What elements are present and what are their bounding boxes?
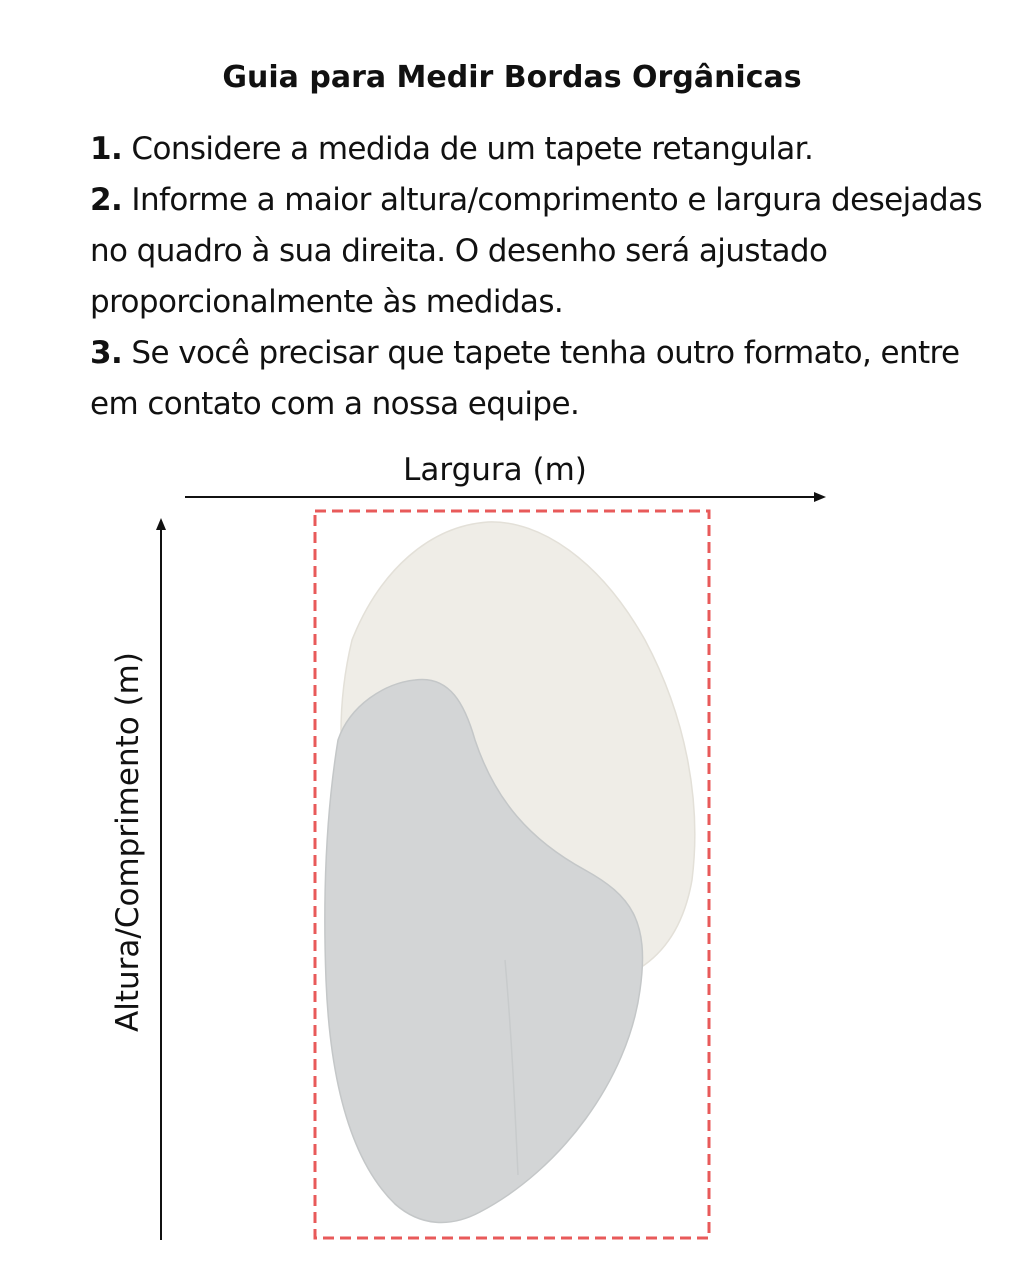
page-title: Guia para Medir Bordas Orgânicas (222, 60, 802, 95)
width-arrow-head-icon (814, 492, 826, 502)
width-label: Largura (m) (403, 452, 587, 488)
step-2-number: 2. (90, 182, 123, 218)
step-3-text: Se você precisar que tapete tenha outro formato, entre em contato com a nossa equipe. (90, 335, 960, 422)
step-2-text: Informe a maior altura/comprimento e largura desejadas no quadro à sua direita. O desenho será ajustado proporcionalmente às medidas. (90, 182, 983, 320)
step-3-number: 3. (90, 335, 123, 371)
height-arrow-head-icon (156, 518, 166, 530)
height-label: Altura/Comprimento (m) (110, 652, 146, 1032)
step-1-number: 1. (90, 131, 123, 167)
step-1-text: Considere a medida de um tapete retangular. (122, 131, 814, 167)
